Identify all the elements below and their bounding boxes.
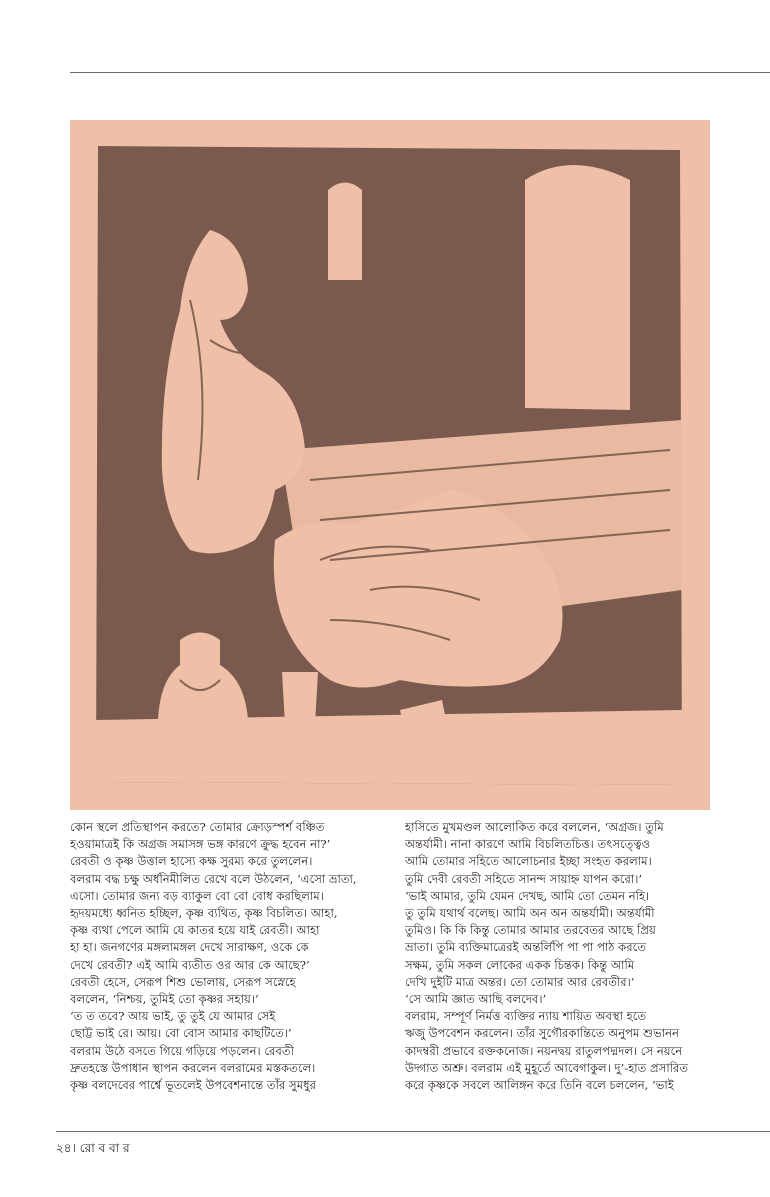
top-rule [70, 72, 770, 73]
text-line: হওয়ামাত্রই কি অগ্রজ সমাসঙ্গ ভঙ্গ কারণে ক্রুদ্ধ হবেন না?’ [70, 837, 331, 852]
text-line: কৃষ্ণ ব্যথা পেলে আমি যে কাতর হয়ে যাই রেবতী। আহা [70, 923, 320, 938]
text-line: বলরাম উঠে বসতে গিয়ে গড়িয়ে পড়লেন। রেবতী [70, 1043, 294, 1058]
text-line: ভ্রাতা। তুমি ব্যক্তিমাত্রেরই অন্তর্লিপি পা পা পাঠ করতে [405, 940, 647, 955]
text-line: দ্রুতহস্তে উপাধান স্থাপন করলেন বলরামের মস্তকতলে। [70, 1060, 316, 1075]
text-line: তুমিও। কি কি কিন্তু তোমার আমার তরবেতর আছে প্রিয় [405, 923, 656, 938]
text-line: বললেন, ‘নিশ্চয়, তুমিই তো কৃষ্ণর সহায়।’ [70, 992, 259, 1007]
illustration-panel [70, 120, 710, 810]
text-line: এসো। তোমার জন্য বড় ব্যাকুল বো বো বোধ করছিলাম। [70, 888, 324, 903]
text-line: ‘ভাই আমার, তুমি যেমন দেখছ, আমি তো তেমন নহি। [405, 888, 650, 903]
page-number: ২৪ [56, 1141, 72, 1155]
page-footer [56, 1140, 130, 1160]
text-line: কাদম্বরী প্রভাবে রক্তকনোজ। নয়নদ্বয় রাতুলপদ্মদল। সে নয়নে [405, 1043, 683, 1058]
text-line: ‘ত ত তবে? আয় ভাই, তু তুই যে আমার সেই [70, 1009, 276, 1024]
text-line: হা হা। জনগণের মঙ্গলামঙ্গল দেখে সারাক্ষণ, ওকে কে [70, 940, 309, 955]
text-line: দেখে রেবতী? এই আমি ব্যতীত ওর আর কে আছে?’ [70, 957, 310, 972]
footer-separator: । [71, 1141, 76, 1155]
text-line: তুমি দেবী রেবতী সহিতে সানন্দ সায়াহ্ন যাপন করো।’ [405, 871, 643, 886]
text-line: কৃষ্ণ বলদেবের পার্শ্বে ভূতলেই উপবেশনান্তে তাঁর সুমধুর [70, 1078, 317, 1093]
window [328, 183, 362, 281]
text-line: ছোট্ট ভাই রে। আয়। বো বোস আমার কাছটিতে।’ [70, 1026, 292, 1041]
right-text-column [405, 819, 707, 1094]
text-line: হাসিতে মুখমণ্ডল আলোকিত করে বললেন, ‘অগ্রজ। তুমি [405, 820, 664, 834]
text-line: উদ্গাত অশ্রু। বলরাম এই মুহূর্তে আবেগাকুল। দু’-হাত প্রসারিত [405, 1060, 689, 1075]
text-line: আমি তোমার সহিতে আলোচনার ইচ্ছা সংহত করলাম। [405, 854, 652, 869]
text-line: রেবতী ও কৃষ্ণ উত্তাল হাস্যে কক্ষ সুরম্য করে তুললেন। [70, 854, 313, 869]
text-line: দেখি দুইটি মাত্র অন্তর। তো তোমার আর রেবতীর।’ [405, 974, 635, 989]
text-line: বলরাম, সম্পূর্ণ নির্মত্ত ব্যক্তির ন্যায় শায়িত অবস্থা হতে [405, 1009, 647, 1024]
text-line: রেবতী হেসে, সেরূপ শিশু ভোলায়, সেরূপ সস্নেহে [70, 974, 296, 989]
text-line: করে কৃষ্ণকে সবলে আলিঙ্গন করে তিনি বলে চললেন, ‘ভাই [405, 1078, 674, 1093]
text-line: হৃদয়মধ্যে ধ্বনিত হচ্ছিল, কৃষ্ণ ব্যথিত, কৃষ্ণ বিচলিত। আহা, [70, 906, 338, 921]
magazine-name: রো ব বা র [79, 1141, 130, 1155]
illustration-artwork [70, 120, 710, 810]
text-line: অন্তর্যামী। নানা কারণে আমি বিচলিতচিত্ত। তৎসত্ত্বেও [405, 837, 651, 852]
text-line: তু তুমি যথার্থ বলেছ। আমি অন অন অন্তর্যামী। অন্তর্যামী [405, 906, 655, 921]
text-line: ঋজু উপবেশন করলেন। তাঁর সুগৌরকান্তিতে অনুপম শুভানন [405, 1026, 679, 1041]
bottom-rule [56, 1131, 770, 1132]
glass [282, 672, 318, 742]
left-text-column [70, 819, 372, 1094]
text-line: কোন স্থলে প্রতিস্থাপন করতে? তোমার ক্রোড়স্পর্শ বঞ্চিত [70, 820, 325, 834]
text-line: বলরাম বদ্ধ চক্ষু অর্ধনিমীলিত রেখে বলে উঠলেন, ‘এসো ভ্রাতা, [70, 871, 357, 886]
text-line: ‘সে আমি জ্ঞাত আছি বলদেব।’ [405, 992, 547, 1007]
text-line: সক্ষম, তুমি সকল লোকের একক চিন্তক। কিন্তু আমি [405, 957, 635, 972]
